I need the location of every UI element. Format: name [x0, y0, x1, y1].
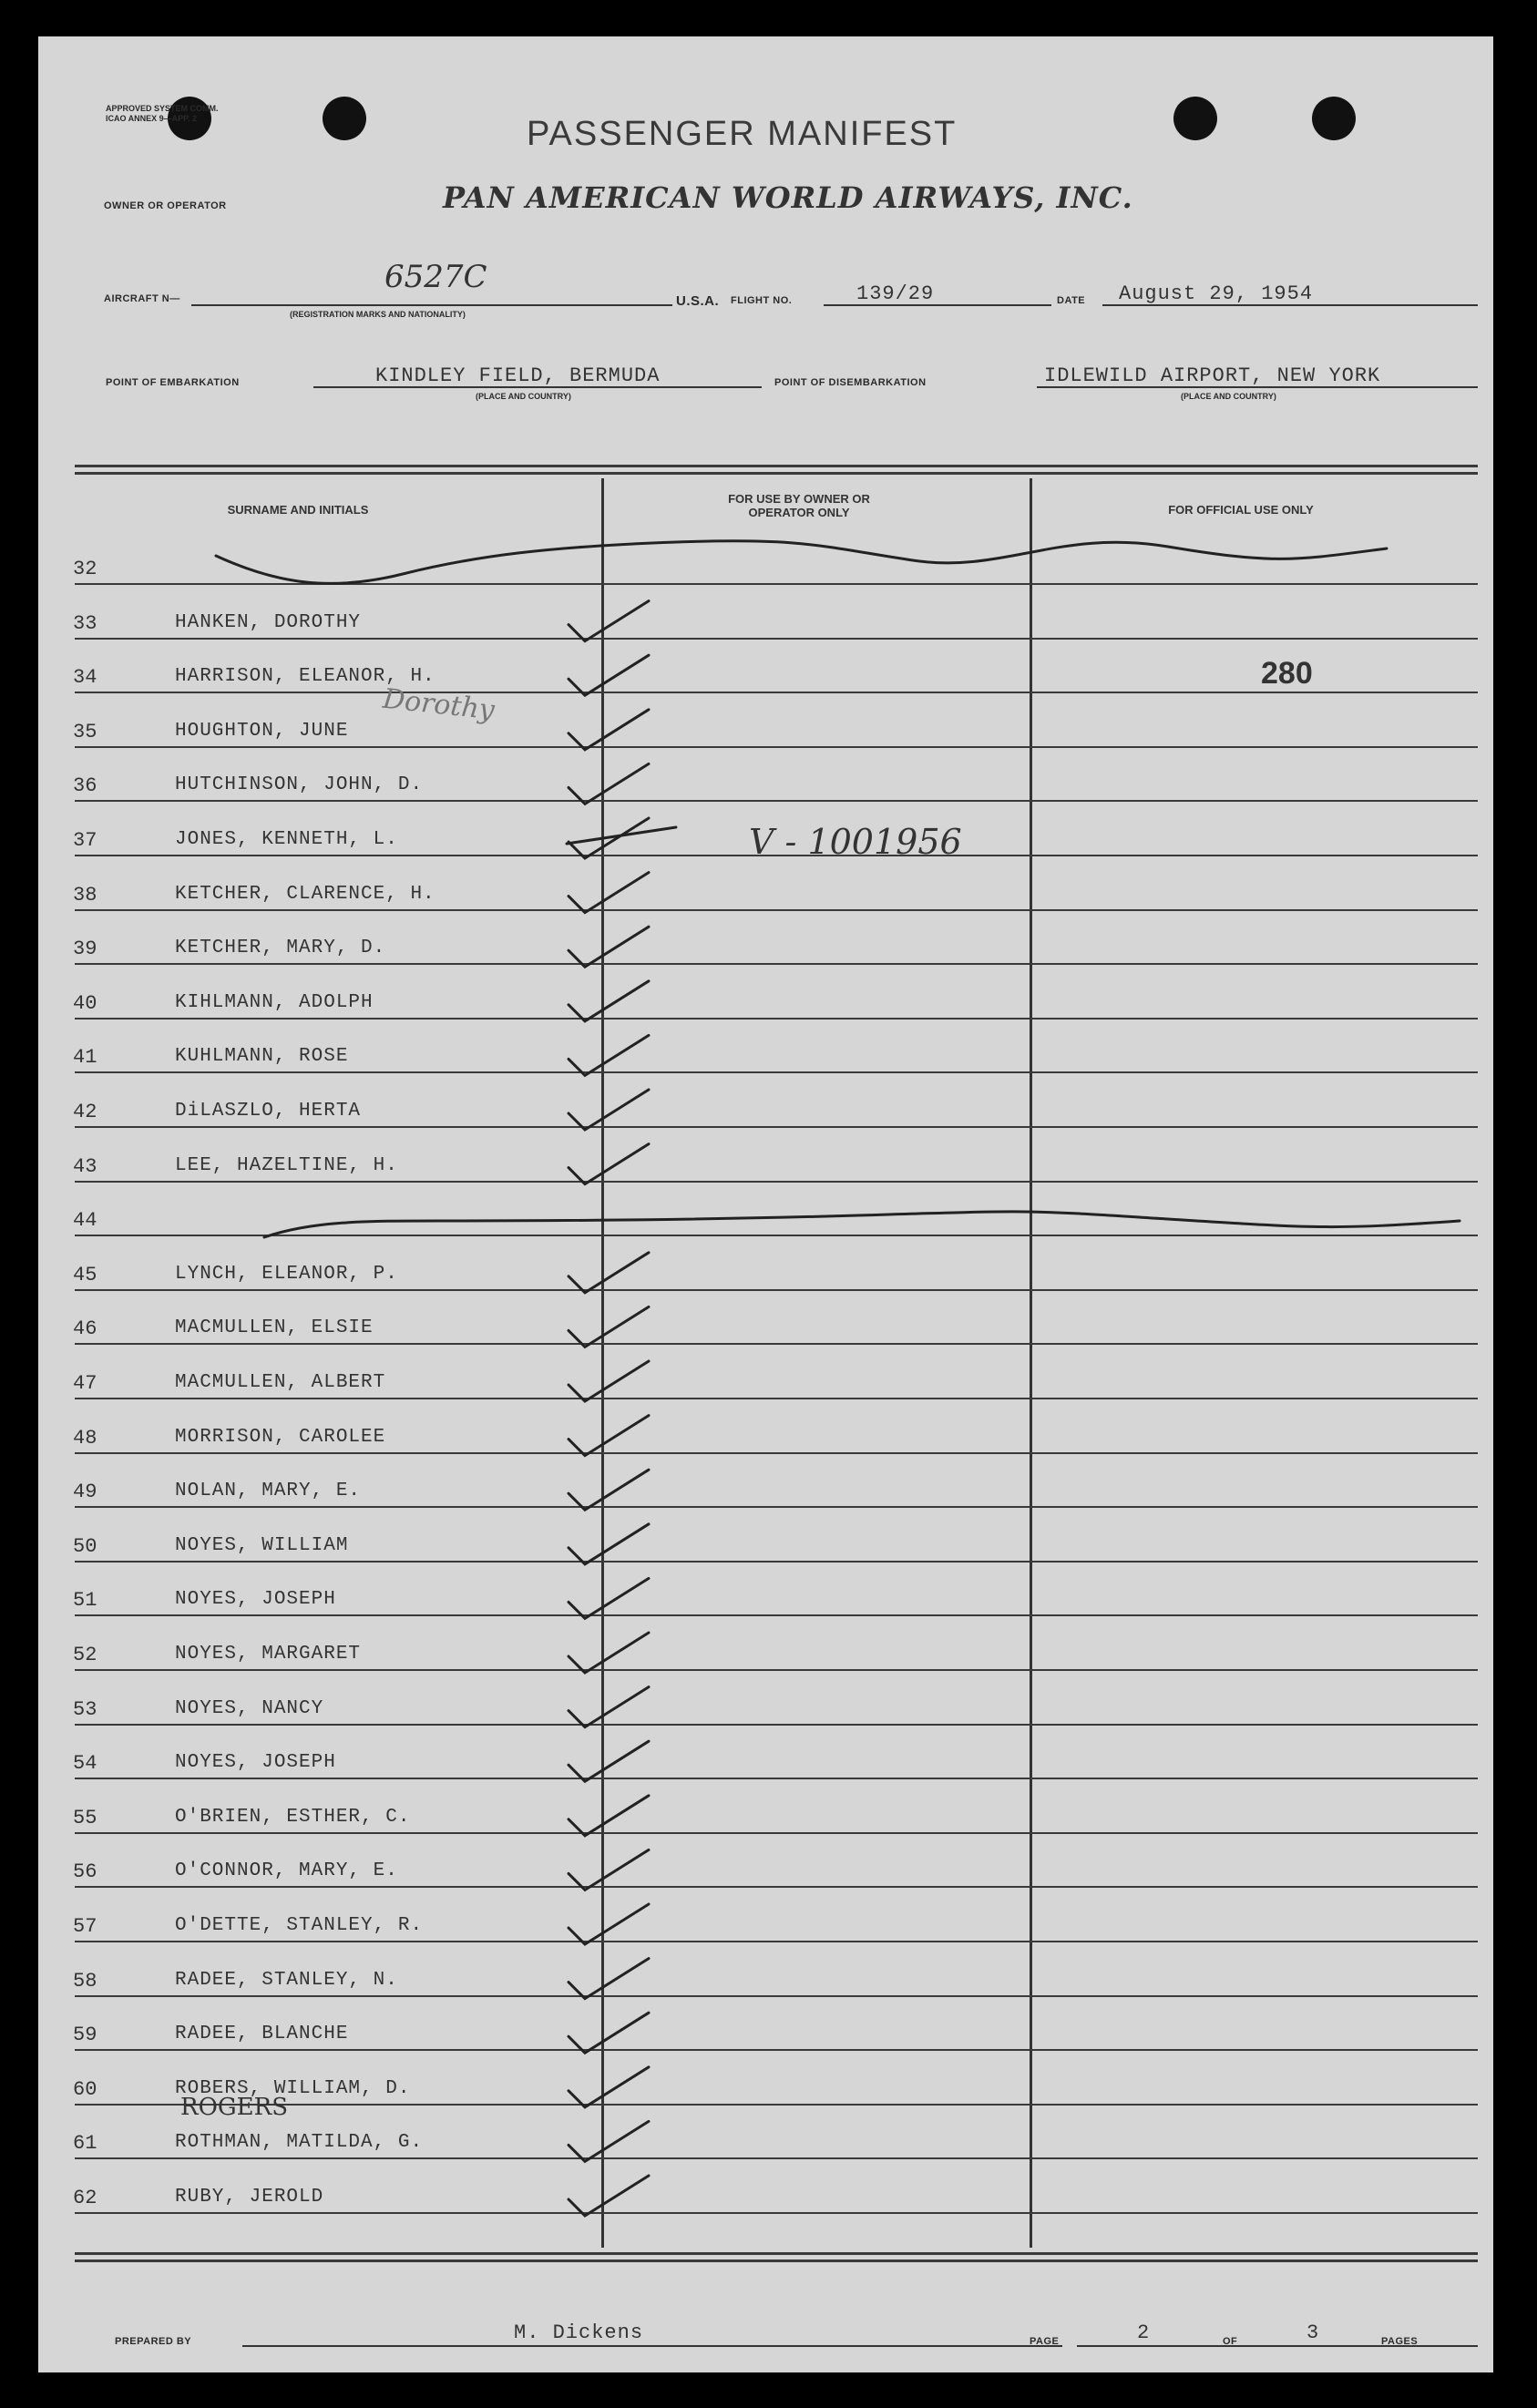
- passenger-name: ROTHMAN, MATILDA, G.: [175, 2132, 424, 2154]
- check-mark: [569, 1253, 649, 1293]
- embark-label: POINT OF EMBARKATION: [106, 377, 240, 388]
- check-mark: [569, 873, 649, 913]
- check-mark: [569, 1741, 649, 1781]
- check-mark: [569, 1850, 649, 1890]
- check-mark: [569, 2013, 649, 2053]
- passenger-name: HANKEN, DOROTHY: [175, 611, 362, 633]
- passenger-name: RUBY, JEROLD: [175, 2187, 324, 2208]
- row-number: 39: [73, 938, 97, 961]
- check-mark: [569, 1470, 649, 1510]
- row-number: 62: [73, 2187, 97, 2209]
- passenger-name: O'DETTE, STANLEY, R.: [175, 1915, 424, 1936]
- check-mark: [569, 1035, 649, 1075]
- manifest-sheet: [38, 36, 1493, 2372]
- check-mark: [569, 1633, 649, 1673]
- check-mark: [569, 1416, 649, 1456]
- official-number: 280: [1261, 656, 1313, 691]
- check-mark: [569, 601, 649, 641]
- prepared-label: PREPARED BY: [115, 2336, 192, 2347]
- date-value: August 29, 1954: [1119, 282, 1314, 305]
- pages-label: PAGES: [1381, 2336, 1419, 2347]
- row-number: 44: [73, 1209, 97, 1233]
- passenger-name: KETCHER, CLARENCE, H.: [175, 883, 435, 905]
- passenger-name: HOUGHTON, JUNE: [175, 720, 349, 742]
- passenger-name: NOYES, WILLIAM: [175, 1534, 349, 1556]
- flight-label: FLIGHT NO.: [731, 295, 793, 306]
- check-mark: [569, 2121, 649, 2161]
- check-mark: [569, 1524, 649, 1564]
- row-number: 47: [73, 1372, 97, 1395]
- check-mark: [569, 1687, 649, 1727]
- row-number: 35: [73, 720, 97, 743]
- passenger-name: RADEE, BLANCHE: [175, 2024, 349, 2045]
- passenger-name: MORRISON, CAROLEE: [175, 1426, 386, 1448]
- passenger-name: O'BRIEN, ESTHER, C.: [175, 1806, 411, 1828]
- handwritten-marks: [38, 36, 1493, 2372]
- check-mark: [569, 2176, 649, 2216]
- check-mark: [569, 655, 649, 695]
- row-number: 55: [73, 1806, 97, 1829]
- row-number: 46: [73, 1317, 97, 1341]
- row-number: 51: [73, 1589, 97, 1613]
- check-mark: [569, 1904, 649, 1944]
- row-number: 37: [73, 829, 97, 852]
- check-mark: [569, 1144, 649, 1184]
- check-mark: [569, 1306, 649, 1347]
- row-number: 42: [73, 1101, 97, 1123]
- row-number: 61: [73, 2132, 97, 2156]
- passenger-name: LYNCH, ELEANOR, P.: [175, 1263, 398, 1285]
- page-title: PASSENGER MANIFEST: [527, 115, 958, 153]
- row-number: 50: [73, 1534, 97, 1558]
- strike-line-row-32: [216, 541, 1387, 584]
- check-mark: [569, 927, 649, 967]
- row-number: 45: [73, 1263, 97, 1286]
- page-label: PAGE: [1030, 2336, 1060, 2347]
- disembark-label: POINT OF DISEMBARKATION: [774, 377, 927, 388]
- row-number: 40: [73, 991, 97, 1015]
- column-header-official-use: FOR OFFICIAL USE ONLY: [1168, 503, 1314, 517]
- column-header-owner-use: FOR USE BY OWNER OR OPERATOR ONLY: [728, 492, 870, 519]
- usa-label: U.S.A.: [676, 293, 720, 309]
- column-header-names: SURNAME AND INITIALS: [227, 503, 369, 517]
- owner-label: OWNER OR OPERATOR: [104, 200, 227, 211]
- check-mark: [569, 1959, 649, 1999]
- passenger-name: NOLAN, MARY, E.: [175, 1481, 362, 1502]
- row-number: 34: [73, 666, 97, 690]
- passenger-name: JONES, KENNETH, L.: [175, 829, 398, 850]
- row-number: 54: [73, 1752, 97, 1776]
- passenger-name: DiLASZLO, HERTA: [175, 1101, 362, 1122]
- aircraft-value: 6527C: [384, 259, 487, 295]
- row-number: 56: [73, 1860, 97, 1884]
- embark-sublabel: (PLACE AND COUNTRY): [476, 392, 571, 401]
- passenger-name: NOYES, JOSEPH: [175, 1589, 336, 1611]
- check-mark: [569, 1578, 649, 1618]
- passenger-name: MACMULLEN, ALBERT: [175, 1372, 386, 1393]
- aircraft-sublabel: (REGISTRATION MARKS AND NATIONALITY): [290, 310, 466, 319]
- of-value: 3: [1306, 2321, 1320, 2344]
- page-value: 2: [1137, 2321, 1151, 2344]
- passenger-name: HARRISON, ELEANOR, H.: [175, 666, 435, 688]
- check-mark: [569, 763, 649, 804]
- approval-note: APPROVED SYSTEM COMM. ICAO ANNEX 9—APP. 2: [106, 104, 219, 123]
- row-number: 57: [73, 1915, 97, 1938]
- row-number: 38: [73, 883, 97, 907]
- annotation-dorothy: Dorothy: [381, 682, 497, 727]
- row-number: 59: [73, 2024, 97, 2047]
- row-number: 58: [73, 1969, 97, 1993]
- check-mark: [569, 981, 649, 1021]
- check-mark: [569, 2067, 649, 2107]
- passenger-name: NOYES, MARGARET: [175, 1644, 362, 1665]
- row-number: 32: [73, 558, 97, 580]
- passenger-name: LEE, HAZELTINE, H.: [175, 1154, 398, 1176]
- passenger-name: ROBERS, WILLIAM, D.: [175, 2077, 411, 2099]
- aircraft-label: AIRCRAFT N—: [104, 293, 180, 304]
- row-number: 41: [73, 1046, 97, 1070]
- owner-value: PAN AMERICAN WORLD AIRWAYS, INC.: [443, 180, 1133, 215]
- prepared-value: M. Dickens: [514, 2321, 644, 2344]
- row-number: 33: [73, 611, 97, 635]
- check-mark: [569, 1796, 649, 1836]
- passenger-name: NOYES, NANCY: [175, 1697, 324, 1719]
- passenger-name: NOYES, JOSEPH: [175, 1752, 336, 1774]
- check-mark: [569, 710, 649, 750]
- passenger-name: KETCHER, MARY, D.: [175, 938, 386, 959]
- date-label: DATE: [1057, 295, 1086, 306]
- passenger-name: RADEE, STANLEY, N.: [175, 1969, 398, 1991]
- row-number: 48: [73, 1426, 97, 1450]
- passenger-name: MACMULLEN, ELSIE: [175, 1317, 374, 1339]
- row-number: 36: [73, 774, 97, 798]
- row-number: 52: [73, 1644, 97, 1666]
- flight-value: 139/29: [856, 282, 935, 305]
- passenger-name: HUTCHINSON, JOHN, D.: [175, 774, 424, 796]
- row-number: 53: [73, 1697, 97, 1721]
- passenger-name: KIHLMANN, ADOLPH: [175, 991, 374, 1013]
- check-mark: [569, 1361, 649, 1401]
- strike-line-row-37: [567, 827, 676, 844]
- check-mark: [569, 1090, 649, 1130]
- passenger-name: O'CONNOR, MARY, E.: [175, 1860, 398, 1882]
- row-number: 60: [73, 2077, 97, 2101]
- strike-line-row-44: [264, 1212, 1460, 1237]
- passenger-name: KUHLMANN, ROSE: [175, 1046, 349, 1068]
- of-label: OF: [1223, 2336, 1238, 2347]
- disembark-value: IDLEWILD AIRPORT, NEW YORK: [1044, 364, 1381, 387]
- embark-value: KINDLEY FIELD, BERMUDA: [375, 364, 661, 387]
- annotation-visa: V - 1001956: [749, 822, 962, 862]
- annotation-rogers: ROGERS: [180, 2094, 289, 2121]
- row-number: 43: [73, 1154, 97, 1178]
- row-number: 49: [73, 1481, 97, 1504]
- disembark-sublabel: (PLACE AND COUNTRY): [1181, 392, 1276, 401]
